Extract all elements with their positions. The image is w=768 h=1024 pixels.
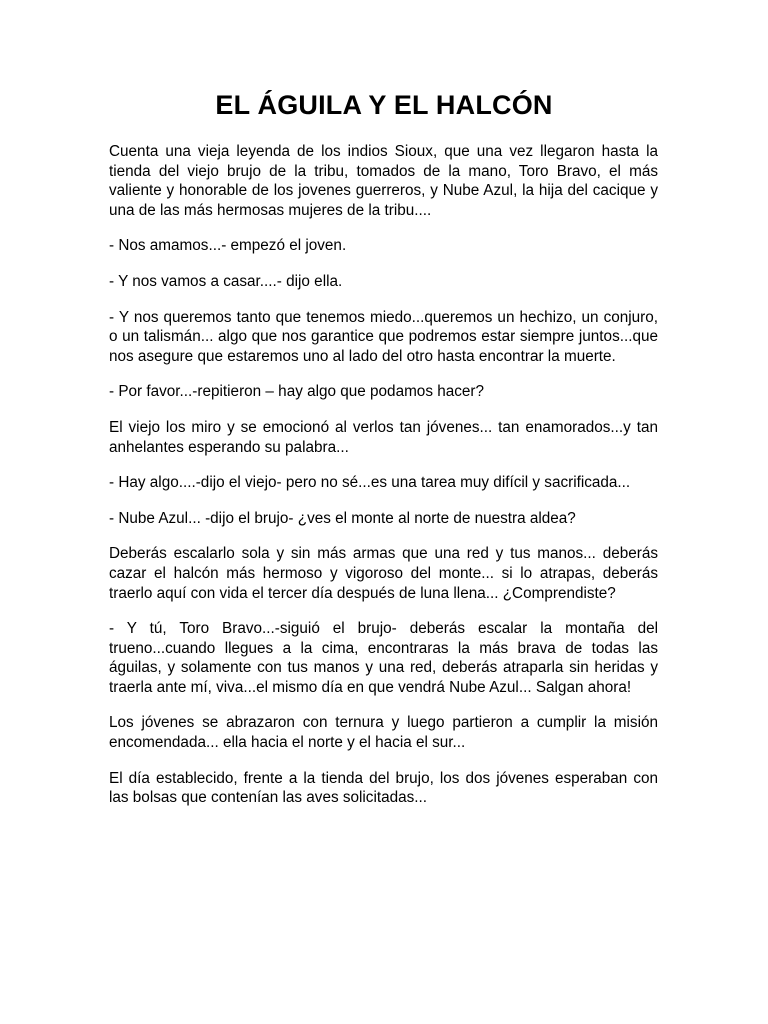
paragraph-3: - Y nos vamos a casar....- dijo ella.	[109, 272, 343, 290]
paragraph-4: - Y nos queremos tanto que tenemos miedo...queremos un hechizo, un conjuro, o un talismán... algo que nos garantice que podremos estar siempre juntos...que nos asegure que estaremos uno al lado del otro hasta encontrar la muerte.	[109, 308, 658, 365]
paragraph-5: - Por favor...-repitieron – hay algo que podamos hacer?	[109, 383, 484, 401]
paragraph-8: - Nube Azul... -dijo el brujo- ¿ves el monte al norte de nuestra aldea?	[109, 509, 576, 527]
document-body	[109, 142, 658, 824]
paragraph-1: Cuenta una vieja leyenda de los indios Sioux, que una vez llegaron hasta la tienda del viejo brujo de la tribu, tomados de la mano, Toro Bravo, el más valiente y honorable de los jovenes guerreros, y Nube Azul, la hija del cacique y una de las más hermosas mujeres de la tribu....	[109, 143, 658, 219]
paragraph-2: - Nos amamos...- empezó el joven.	[109, 237, 347, 255]
paragraph-10: - Y tú, Toro Bravo...-siguió el brujo- deberás escalar la montaña del trueno...cuando llegues a la cima, encontraras la más brava de todas las águilas, y solamente con tus manos y una red, deberás atraparla sin heridas y traerla ante mí, viva...el mismo día en que vendrá Nube Azul... Salgan ahora!	[109, 620, 658, 696]
paragraph-6: El viejo los miro y se emocionó al verlos tan jóvenes... tan enamorados...y tan anhelantes esperando su palabra...	[109, 418, 658, 456]
paragraph-11: Los jóvenes se abrazaron con ternura y luego partieron a cumplir la misión encomendada... ella hacia el norte y el hacia el sur...	[109, 714, 658, 752]
document-title: EL ÁGUILA Y EL HALCÓN	[215, 90, 553, 120]
paragraph-12: El día establecido, frente a la tienda del brujo, los dos jóvenes esperaban con las bolsas que contenían las aves solicitadas...	[109, 769, 658, 807]
paragraph-7: - Hay algo....-dijo el viejo- pero no sé...es una tarea muy difícil y sacrificada...	[109, 474, 631, 492]
paragraph-9: Deberás escalarlo sola y sin más armas que una red y tus manos... deberás cazar el halcón más hermoso y vigoroso del monte... si lo atrapas, deberás traerlo aquí con vida el tercer día después de luna llena... ¿Comprendiste?	[109, 545, 658, 602]
